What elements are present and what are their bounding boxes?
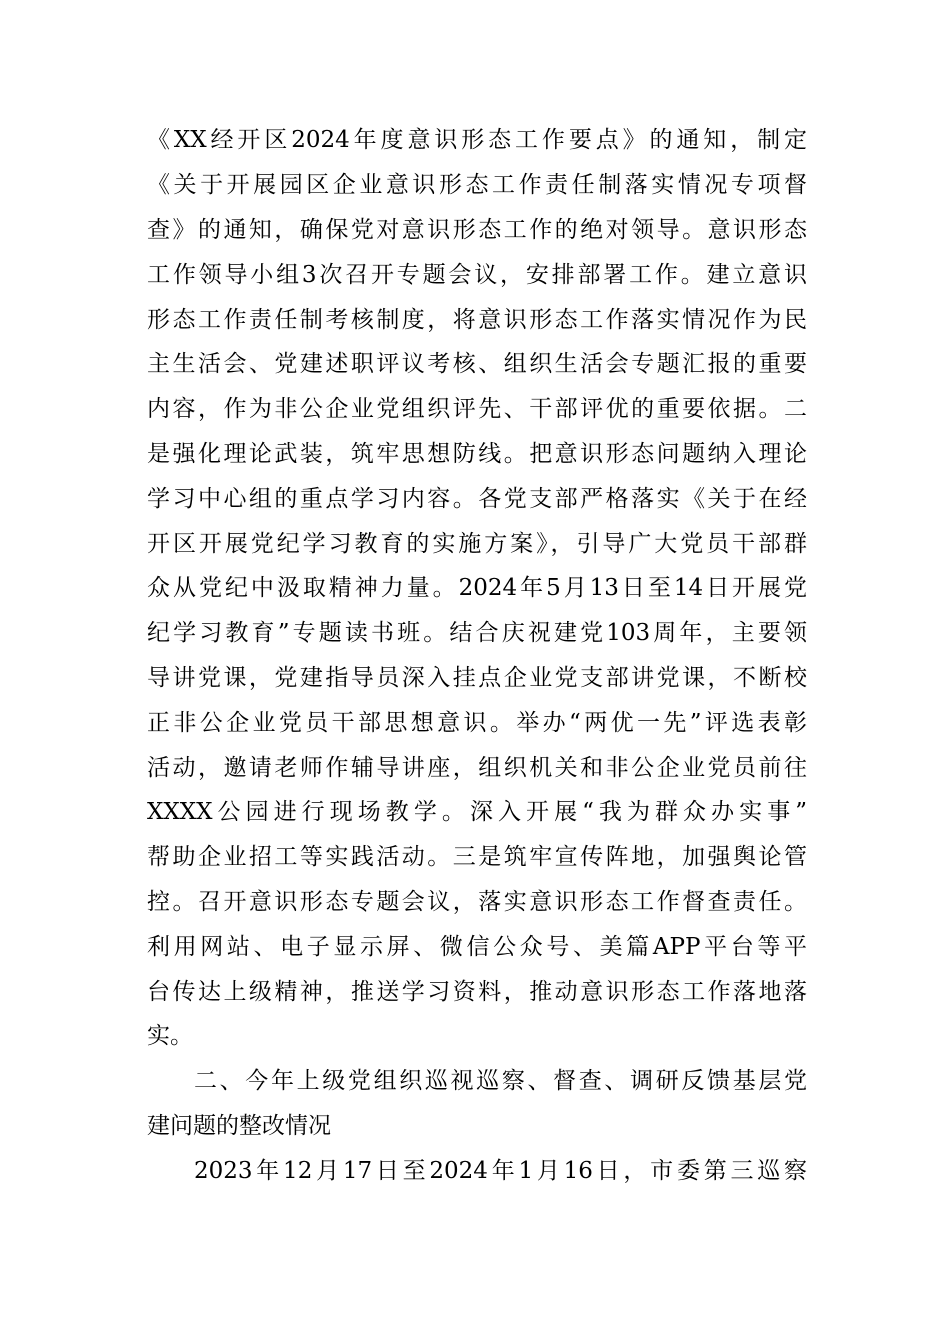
body-line-8: 是强化理论武装，筑牢思想防线。把意识形态问题纳入理论 — [147, 441, 807, 467]
body-line-5: 形态工作责任制考核制度，将意识形态工作落实情况作为民 — [147, 307, 807, 333]
body-line-3: 查》的通知，确保党对意识形态工作的绝对领导。意识形态 — [147, 217, 807, 243]
body-line-15: 活动，邀请老师作辅导讲座，组织机关和非公企业党员前往 — [147, 755, 807, 781]
paragraph-start-line: 2023年12月17日至2024年1月16日，市委第三巡察 — [194, 1158, 807, 1184]
body-line-21: 实。 — [147, 1023, 193, 1049]
body-line-10: 开区开展党纪学习教育的实施方案》，引导广大党员干部群 — [147, 531, 807, 557]
body-line-13: 导讲党课，党建指导员深入挂点企业党支部讲党课，不断校 — [147, 665, 807, 691]
body-line-4: 工作领导小组3次召开专题会议，安排部署工作。建立意识 — [147, 262, 807, 288]
section-heading-line-1: 二、今年上级党组织巡视巡察、督查、调研反馈基层党 — [194, 1068, 807, 1094]
body-line-7: 内容，作为非公企业党组织评先、干部评优的重要依据。二 — [147, 396, 807, 422]
body-line-19: 利用网站、电子显示屏、微信公众号、美篇APP平台等平 — [147, 934, 807, 960]
body-line-12: 纪学习教育”专题读书班。结合庆祝建党103周年，主要领 — [147, 620, 807, 646]
body-line-1: 《XX经开区2024年度意识形态工作要点》的通知，制定 — [147, 127, 807, 153]
body-line-20: 台传达上级精神，推送学习资料，推动意识形态工作落地落 — [147, 979, 807, 1005]
body-line-18: 控。召开意识形态专题会议，落实意识形态工作督查责任。 — [147, 889, 807, 915]
section-heading-line-2: 建问题的整改情况 — [147, 1113, 331, 1139]
body-line-6: 主生活会、党建述职评议考核、组织生活会专题汇报的重要 — [147, 351, 807, 377]
body-line-14: 正非公企业党员干部思想意识。举办“两优一先”评选表彰 — [147, 710, 807, 736]
body-line-17: 帮助企业招工等实践活动。三是筑牢宣传阵地，加强舆论管 — [147, 844, 807, 870]
body-line-9: 学习中心组的重点学习内容。各党支部严格落实《关于在经 — [147, 486, 807, 512]
body-line-16: XXXX公园进行现场教学。深入开展“我为群众办实事” — [147, 799, 807, 825]
body-line-11: 众从党纪中汲取精神力量。2024年5月13日至14日开展党 — [147, 575, 807, 601]
body-line-2: 《关于开展园区企业意识形态工作责任制落实情况专项督 — [147, 172, 807, 198]
